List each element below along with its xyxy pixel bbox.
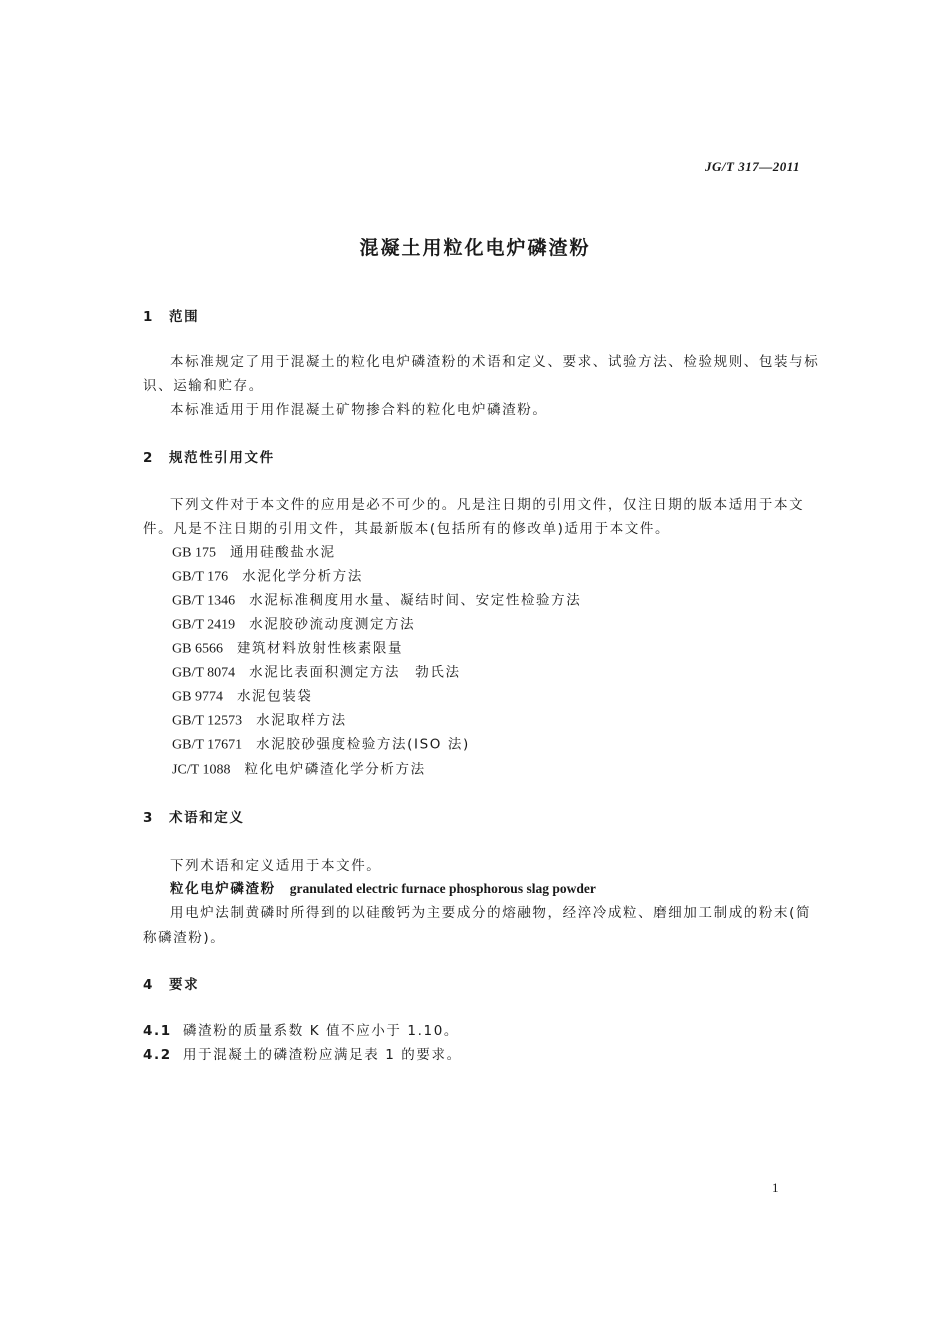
reference-code: GB 9774 bbox=[172, 689, 223, 705]
clause-4-1 bbox=[143, 1022, 459, 1040]
term-entry bbox=[170, 880, 596, 898]
reference-title: 水泥取样方法 bbox=[256, 712, 347, 729]
reference-item bbox=[172, 736, 470, 755]
reference-title: 水泥化学分析方法 bbox=[242, 568, 363, 585]
section-number: 4 bbox=[143, 977, 154, 993]
reference-item bbox=[172, 568, 363, 587]
paragraph-line: 本标准适用于用作混凝土矿物掺合料的粒化电炉磷渣粉。 bbox=[170, 402, 548, 418]
reference-code: GB 6566 bbox=[172, 641, 223, 657]
reference-item bbox=[172, 712, 347, 731]
reference-title: 水泥胶砂流动度测定方法 bbox=[249, 616, 416, 633]
paragraph-line: 下列术语和定义适用于本文件。 bbox=[170, 858, 382, 874]
reference-code: GB/T 2419 bbox=[172, 617, 236, 633]
paragraph-line: 本标准规定了用于混凝土的粒化电炉磷渣粉的术语和定义、要求、试验方法、检验规则、包装与标 bbox=[170, 354, 820, 370]
reference-title: 通用硅酸盐水泥 bbox=[229, 544, 336, 561]
clause-4-2 bbox=[143, 1046, 462, 1064]
reference-item bbox=[172, 640, 403, 659]
paragraph-line: 件。凡是不注日期的引用文件，其最新版本(包括所有的修改单)适用于本文件。 bbox=[143, 521, 671, 537]
clause-text: 用于混凝土的磷渣粉应满足表 1 的要求。 bbox=[183, 1047, 462, 1063]
reference-item bbox=[172, 616, 415, 635]
reference-title: 建筑材料放射性核素限量 bbox=[236, 640, 404, 657]
reference-code: GB/T 1346 bbox=[172, 593, 236, 609]
section-title: 要求 bbox=[169, 977, 200, 993]
paragraph-line: 用电炉法制黄磷时所得到的以硅酸钙为主要成分的熔融物，经淬冷成粒、磨细加工制成的粉末(简 bbox=[170, 905, 812, 921]
reference-code: GB/T 12573 bbox=[172, 713, 243, 729]
reference-item bbox=[172, 544, 336, 563]
reference-title: 粒化电炉磷渣化学分析方法 bbox=[244, 761, 426, 778]
reference-title: 水泥标准稠度用水量、凝结时间、安定性检验方法 bbox=[249, 592, 582, 609]
paragraph-line: 识、运输和贮存。 bbox=[143, 378, 264, 394]
clause-number: 4.2 bbox=[143, 1047, 172, 1063]
document-title: 混凝土用粒化电炉磷渣粉 bbox=[359, 237, 591, 259]
section-2-heading bbox=[143, 449, 275, 467]
section-4-heading bbox=[143, 976, 199, 994]
section-number: 1 bbox=[143, 309, 154, 325]
reference-title: 水泥比表面积测定方法 勃氏法 bbox=[249, 664, 461, 681]
reference-code: GB/T 8074 bbox=[172, 665, 236, 681]
reference-code: GB/T 176 bbox=[172, 569, 229, 585]
term-english: granulated electric furnace phosphorous slag powder bbox=[289, 881, 596, 896]
reference-code: JC/T 1088 bbox=[172, 762, 231, 778]
reference-code: GB/T 17671 bbox=[172, 737, 243, 753]
reference-item bbox=[172, 688, 312, 707]
section-title: 术语和定义 bbox=[169, 810, 245, 826]
reference-item bbox=[172, 592, 581, 611]
section-1-heading bbox=[143, 308, 199, 326]
paragraph-line: 下列文件对于本文件的应用是必不可少的。凡是注日期的引用文件，仅注日期的版本适用于本文 bbox=[170, 497, 805, 513]
paragraph-line: 称磷渣粉)。 bbox=[143, 930, 226, 946]
section-number: 2 bbox=[143, 450, 154, 466]
clause-text: 磷渣粉的质量系数 K 值不应小于 1.10。 bbox=[183, 1023, 459, 1039]
section-title: 规范性引用文件 bbox=[169, 450, 275, 466]
term-chinese: 粒化电炉磷渣粉 bbox=[170, 881, 276, 897]
page-number: 1 bbox=[772, 1180, 779, 1195]
section-number: 3 bbox=[143, 810, 154, 826]
section-3-heading bbox=[143, 809, 245, 827]
reference-title: 水泥包装袋 bbox=[236, 688, 313, 705]
reference-title: 水泥胶砂强度检验方法(ISO 法) bbox=[256, 736, 470, 753]
section-title: 范围 bbox=[169, 309, 200, 325]
standard-code: JG/T 317—2011 bbox=[705, 159, 800, 174]
clause-number: 4.1 bbox=[143, 1023, 172, 1039]
reference-item bbox=[172, 761, 426, 780]
reference-item bbox=[172, 664, 461, 683]
reference-code: GB 175 bbox=[172, 545, 216, 561]
